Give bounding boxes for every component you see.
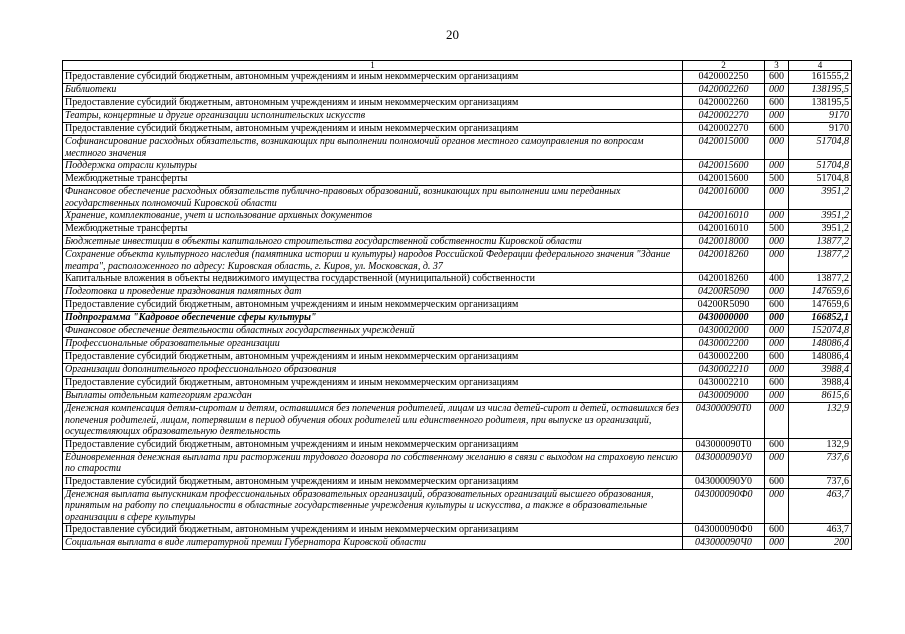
row-expense-type-cell: 000 <box>765 236 789 249</box>
row-expense-type-cell: 000 <box>765 160 789 173</box>
row-name-cell: Профессиональные образовательные организации <box>63 338 683 351</box>
row-amount-cell: 152074,8 <box>789 325 852 338</box>
row-amount-cell: 463,7 <box>789 488 852 524</box>
row-amount-cell: 138195,5 <box>789 84 852 97</box>
row-expense-type-cell: 000 <box>765 364 789 377</box>
row-code-cell: 0420016000 <box>683 186 765 210</box>
row-code-cell: 04200R5090 <box>683 299 765 312</box>
row-name-cell: Предоставление субсидий бюджетным, автономным учреждениям и иным некоммерческим организациям <box>63 351 683 364</box>
row-amount-cell: 3951,2 <box>789 186 852 210</box>
row-name-cell: Софинансирование расходных обязательств, возникающих при выполнении полномочий органов местного самоуправления по вопросам местного значения <box>63 136 683 160</box>
row-code-cell: 0430002200 <box>683 338 765 351</box>
row-code-cell: 0430002210 <box>683 364 765 377</box>
row-name-cell: Предоставление субсидий бюджетным, автономным учреждениям и иным некоммерческим организациям <box>63 524 683 537</box>
row-expense-type-cell: 600 <box>765 475 789 488</box>
table-row <box>63 186 852 210</box>
table-row <box>63 223 852 236</box>
row-name-cell: Межбюджетные трансферты <box>63 223 683 236</box>
row-code-cell: 0420018260 <box>683 273 765 286</box>
table-row <box>63 123 852 136</box>
row-code-cell: 0420002270 <box>683 110 765 123</box>
row-code-cell: 043000090У0 <box>683 475 765 488</box>
row-amount-cell: 51704,8 <box>789 136 852 160</box>
table-row <box>63 390 852 403</box>
row-expense-type-cell: 000 <box>765 84 789 97</box>
table-row <box>63 364 852 377</box>
page-number: 20 <box>446 27 459 42</box>
row-name-cell: Финансовое обеспечение расходных обязательств публично-правовых образований, возникающих при выполнении ими переданных государственных полномочий Кировской области <box>63 186 683 210</box>
row-code-cell: 04200R5090 <box>683 286 765 299</box>
table-row <box>63 524 852 537</box>
table-row <box>63 97 852 110</box>
row-amount-cell: 166852,1 <box>789 312 852 325</box>
row-expense-type-cell: 600 <box>765 524 789 537</box>
row-code-cell: 043000090Т0 <box>683 403 765 439</box>
row-expense-type-cell: 000 <box>765 136 789 160</box>
table-row <box>63 210 852 223</box>
row-expense-type-cell: 000 <box>765 403 789 439</box>
row-expense-type-cell: 000 <box>765 338 789 351</box>
row-expense-type-cell: 000 <box>765 110 789 123</box>
row-code-cell: 0420015600 <box>683 160 765 173</box>
row-amount-cell: 3988,4 <box>789 364 852 377</box>
row-expense-type-cell: 000 <box>765 325 789 338</box>
row-expense-type-cell: 400 <box>765 273 789 286</box>
table-row <box>63 312 852 325</box>
table-row <box>63 438 852 451</box>
row-amount-cell: 51704,8 <box>789 160 852 173</box>
row-code-cell: 043000090У0 <box>683 451 765 475</box>
row-code-cell: 0420016010 <box>683 210 765 223</box>
row-amount-cell: 148086,4 <box>789 338 852 351</box>
row-amount-cell: 463,7 <box>789 524 852 537</box>
row-amount-cell: 13877,2 <box>789 236 852 249</box>
row-code-cell: 0430002000 <box>683 325 765 338</box>
table-row <box>63 475 852 488</box>
row-amount-cell: 132,9 <box>789 438 852 451</box>
row-name-cell: Предоставление субсидий бюджетным, автономным учреждениям и иным некоммерческим организациям <box>63 377 683 390</box>
header-col-3: 3 <box>765 61 789 71</box>
row-expense-type-cell: 000 <box>765 210 789 223</box>
table-row <box>63 249 852 273</box>
row-code-cell: 0430009000 <box>683 390 765 403</box>
table-row <box>63 236 852 249</box>
row-name-cell: Выплаты отдельным категориям граждан <box>63 390 683 403</box>
row-code-cell: 0420015600 <box>683 173 765 186</box>
row-expense-type-cell: 600 <box>765 123 789 136</box>
table-header-row <box>63 61 852 71</box>
row-code-cell: 0420016010 <box>683 223 765 236</box>
row-code-cell: 0420015000 <box>683 136 765 160</box>
row-expense-type-cell: 500 <box>765 223 789 236</box>
table-row <box>63 71 852 84</box>
row-name-cell: Бюджетные инвестиции в объекты капитального строительства государственной собственности Кировской области <box>63 236 683 249</box>
row-amount-cell: 13877,2 <box>789 273 852 286</box>
table-row <box>63 273 852 286</box>
row-code-cell: 043000090Ф0 <box>683 488 765 524</box>
table-row <box>63 136 852 160</box>
row-code-cell: 0420018260 <box>683 249 765 273</box>
budget-table <box>62 60 852 550</box>
row-code-cell: 0420018000 <box>683 236 765 249</box>
row-name-cell: Хранение, комплектование, учет и использование архивных документов <box>63 210 683 223</box>
row-amount-cell: 148086,4 <box>789 351 852 364</box>
row-name-cell: Театры, концертные и другие организации исполнительских искусств <box>63 110 683 123</box>
row-code-cell: 0420002260 <box>683 97 765 110</box>
row-name-cell: Библиотеки <box>63 84 683 97</box>
row-expense-type-cell: 600 <box>765 97 789 110</box>
table-row <box>63 160 852 173</box>
row-amount-cell: 147659,6 <box>789 299 852 312</box>
row-amount-cell: 13877,2 <box>789 249 852 273</box>
row-name-cell: Подготовка и проведение празднования памятных дат <box>63 286 683 299</box>
row-amount-cell: 9170 <box>789 110 852 123</box>
table-row <box>63 84 852 97</box>
row-expense-type-cell: 000 <box>765 286 789 299</box>
row-expense-type-cell: 600 <box>765 299 789 312</box>
row-expense-type-cell: 600 <box>765 377 789 390</box>
row-name-cell: Предоставление субсидий бюджетным, автономным учреждениям и иным некоммерческим организациям <box>63 71 683 84</box>
row-code-cell: 0430002210 <box>683 377 765 390</box>
table-row <box>63 351 852 364</box>
row-name-cell: Предоставление субсидий бюджетным, автономным учреждениям и иным некоммерческим организациям <box>63 299 683 312</box>
table-row <box>63 451 852 475</box>
row-amount-cell: 737,6 <box>789 475 852 488</box>
header-col-2: 2 <box>683 61 765 71</box>
row-code-cell: 0420002260 <box>683 84 765 97</box>
header-col-4: 4 <box>789 61 852 71</box>
row-name-cell: Межбюджетные трансферты <box>63 173 683 186</box>
row-code-cell: 0430000000 <box>683 312 765 325</box>
row-amount-cell: 3951,2 <box>789 210 852 223</box>
row-name-cell: Единовременная денежная выплата при расторжении трудового договора по собственному желанию в связи с выходом на страховую пенсию по старости <box>63 451 683 475</box>
table-row <box>63 173 852 186</box>
row-amount-cell: 51704,8 <box>789 173 852 186</box>
row-amount-cell: 3988,4 <box>789 377 852 390</box>
row-expense-type-cell: 500 <box>765 173 789 186</box>
row-amount-cell: 132,9 <box>789 403 852 439</box>
table-row <box>63 325 852 338</box>
row-name-cell: Сохранение объекта культурного наследия (памятника истории и культуры) народов Российской Федерации федерального значения "Здание театра", расположенного по адресу: Кировская область, г. Киров, ул. Московская, д. 37 <box>63 249 683 273</box>
row-name-cell: Денежная компенсация детям-сиротам и детям, оставшимся без попечения родителей, лицам из числа детей-сирот и детей, оставшихся без попечения родителей, лицам, потерявшим в период обучения обоих родителей или единственного родителя, при выпуске из организаций, осуществляющих образовательную деятельность <box>63 403 683 439</box>
row-name-cell: Предоставление субсидий бюджетным, автономным учреждениям и иным некоммерческим организациям <box>63 438 683 451</box>
row-amount-cell: 8615,6 <box>789 390 852 403</box>
row-expense-type-cell: 000 <box>765 537 789 550</box>
row-expense-type-cell: 600 <box>765 438 789 451</box>
row-amount-cell: 737,6 <box>789 451 852 475</box>
row-name-cell: Капитальные вложения в объекты недвижимого имущества государственной (муниципальной) собственности <box>63 273 683 286</box>
row-name-cell: Предоставление субсидий бюджетным, автономным учреждениям и иным некоммерческим организациям <box>63 123 683 136</box>
row-code-cell: 043000090Т0 <box>683 438 765 451</box>
table-row <box>63 377 852 390</box>
row-code-cell: 0420002270 <box>683 123 765 136</box>
row-expense-type-cell: 600 <box>765 351 789 364</box>
row-expense-type-cell: 600 <box>765 71 789 84</box>
table-row <box>63 110 852 123</box>
row-name-cell: Предоставление субсидий бюджетным, автономным учреждениям и иным некоммерческим организациям <box>63 475 683 488</box>
row-name-cell: Подпрограмма "Кадровое обеспечение сферы культуры" <box>63 312 683 325</box>
row-code-cell: 043000090Ч0 <box>683 537 765 550</box>
row-amount-cell: 138195,5 <box>789 97 852 110</box>
header-col-1: 1 <box>63 61 683 71</box>
row-amount-cell: 200 <box>789 537 852 550</box>
row-expense-type-cell: 000 <box>765 390 789 403</box>
row-code-cell: 0420002250 <box>683 71 765 84</box>
row-expense-type-cell: 000 <box>765 312 789 325</box>
row-code-cell: 0430002200 <box>683 351 765 364</box>
row-name-cell: Предоставление субсидий бюджетным, автономным учреждениям и иным некоммерческим организациям <box>63 97 683 110</box>
row-expense-type-cell: 000 <box>765 451 789 475</box>
row-name-cell: Финансовое обеспечение деятельности областных государственных учреждений <box>63 325 683 338</box>
row-name-cell: Социальная выплата в виде литературной премии Губернатора Кировской области <box>63 537 683 550</box>
row-amount-cell: 9170 <box>789 123 852 136</box>
table-row <box>63 299 852 312</box>
row-expense-type-cell: 000 <box>765 249 789 273</box>
row-amount-cell: 161555,2 <box>789 71 852 84</box>
row-name-cell: Денежная выплата выпускникам профессиональных образовательных организаций, образовательных организаций высшего образования, принятым на работу по специальности в областные государственные учреждения культуры и искусства, а также в образовательные организации в сфере культуры <box>63 488 683 524</box>
table-row <box>63 338 852 351</box>
row-amount-cell: 147659,6 <box>789 286 852 299</box>
row-code-cell: 043000090Ф0 <box>683 524 765 537</box>
row-name-cell: Поддержка отрасли культуры <box>63 160 683 173</box>
table-row <box>63 286 852 299</box>
table-row <box>63 403 852 439</box>
row-amount-cell: 3951,2 <box>789 223 852 236</box>
table-row <box>63 537 852 550</box>
table-row <box>63 488 852 524</box>
row-expense-type-cell: 000 <box>765 186 789 210</box>
row-expense-type-cell: 000 <box>765 488 789 524</box>
row-name-cell: Организации дополнительного профессионального образования <box>63 364 683 377</box>
